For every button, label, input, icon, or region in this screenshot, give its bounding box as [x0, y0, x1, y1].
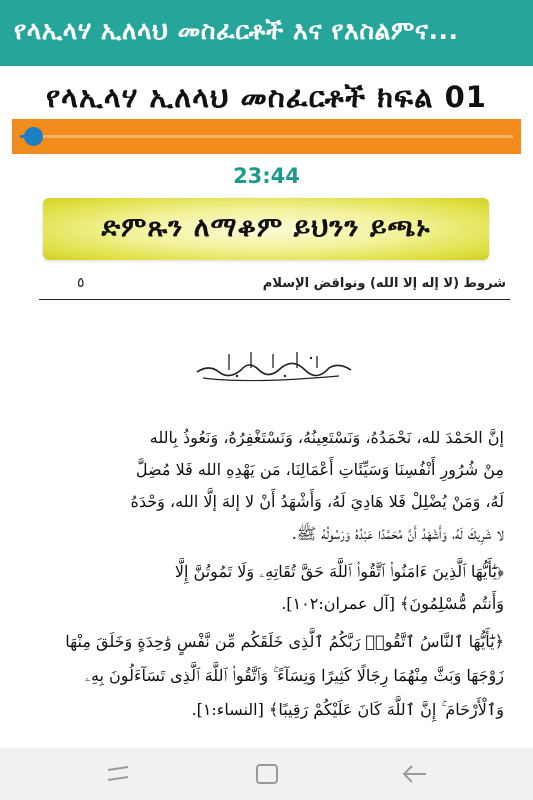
track-title: የላኢላሃ ኢለላህ መስፈርቶች ክፍል 01	[46, 80, 487, 114]
home-icon[interactable]	[252, 760, 282, 788]
app-bar	[0, 0, 533, 66]
audio-seekbar[interactable]	[12, 119, 521, 154]
page-header-title: شروط (لا إله إلا الله) ونواقض الإسلام	[262, 276, 506, 291]
seekbar-thumb[interactable]	[24, 127, 43, 146]
basmala-calligraphy	[189, 346, 359, 386]
text-line: زَوْجَهَا وَبَثَّ مِنْهُمَا رِجَالًا كَثِيرًا وَنِسَآءً ۚ وَٱتَّقُوا۟ ٱللَّهَ ٱلَّذِى تَسَآءَلُونَ بِهِۦ	[84, 666, 504, 685]
text-line: ﴿يَٰٓأَيُّهَا ٱلنَّاسُ ٱتَّقُوا۟ رَبَّكُمُ ٱلَّذِى خَلَقَكُم مِّن نَّفْسٍ وَٰحِدَةٍ وَخَلَقَ مِنْهَا	[65, 632, 504, 651]
text-line: لَهُ، وَمَنْ يُضْلِلْ فَلا هَادِيَ لَهُ، وَأَشْهَدُ أَنْ لا إلهَ إلَّا الله، وَحْدَهُ	[130, 492, 504, 511]
text-line: لا شَرِيكَ لَهُ، وَأَشْهَدُ أَنَّ مُحَمَّدًا عَبْدُهُ وَرَسُولُهُ ﷺ.	[291, 524, 504, 543]
text-line: مِنْ شُرُورِ أَنْفُسِنَا وَسَيِّئَاتِ أَعْمَالِنَا، مَن يَهْدِهِ الله فَلا مُضِلَّ	[135, 460, 504, 479]
text-line: وَٱلْأَرْحَامَ ۚ إِنَّ ٱللَّهَ كَانَ عَلَيْكُمْ رَقِيبًا﴾ [النساء:١].	[191, 700, 504, 719]
text-line: إنَّ الحَمْدَ لله، نَحْمَدُهُ، وَنَسْتَعِينُهُ، وَنَسْتَغْفِرُهُ، وَنَعُوذُ بِالله	[149, 428, 504, 447]
system-nav-bar	[0, 748, 533, 800]
stop-audio-label: ድምጹን ለማቆም ይህንን ይጫኑ	[101, 212, 431, 243]
elapsed-time: 23:44	[233, 164, 300, 188]
page-header	[39, 270, 510, 300]
book-page-image	[39, 270, 510, 745]
back-icon[interactable]	[400, 760, 430, 788]
text-line: وَأَنتُم مُّسْلِمُونَ﴾ [آل عمران:١٠٢].	[281, 594, 504, 613]
text-line: ﴿يَٰٓأَيُّهَا ٱلَّذِينَ ءَامَنُوا۟ ٱتَّقُوا۟ ٱللَّهَ حَقَّ تُقَاتِهِۦ وَلَا تَمُوتُنَّ إِلَّا	[174, 562, 504, 581]
recent-apps-icon[interactable]	[104, 760, 134, 788]
page-number: ٥	[77, 275, 85, 291]
stop-audio-button[interactable]	[43, 198, 489, 260]
app-title: የላኢላሃ ኢለላህ መስፈርቶች እና የእስልምና...	[14, 16, 459, 45]
seekbar-track	[20, 135, 513, 138]
